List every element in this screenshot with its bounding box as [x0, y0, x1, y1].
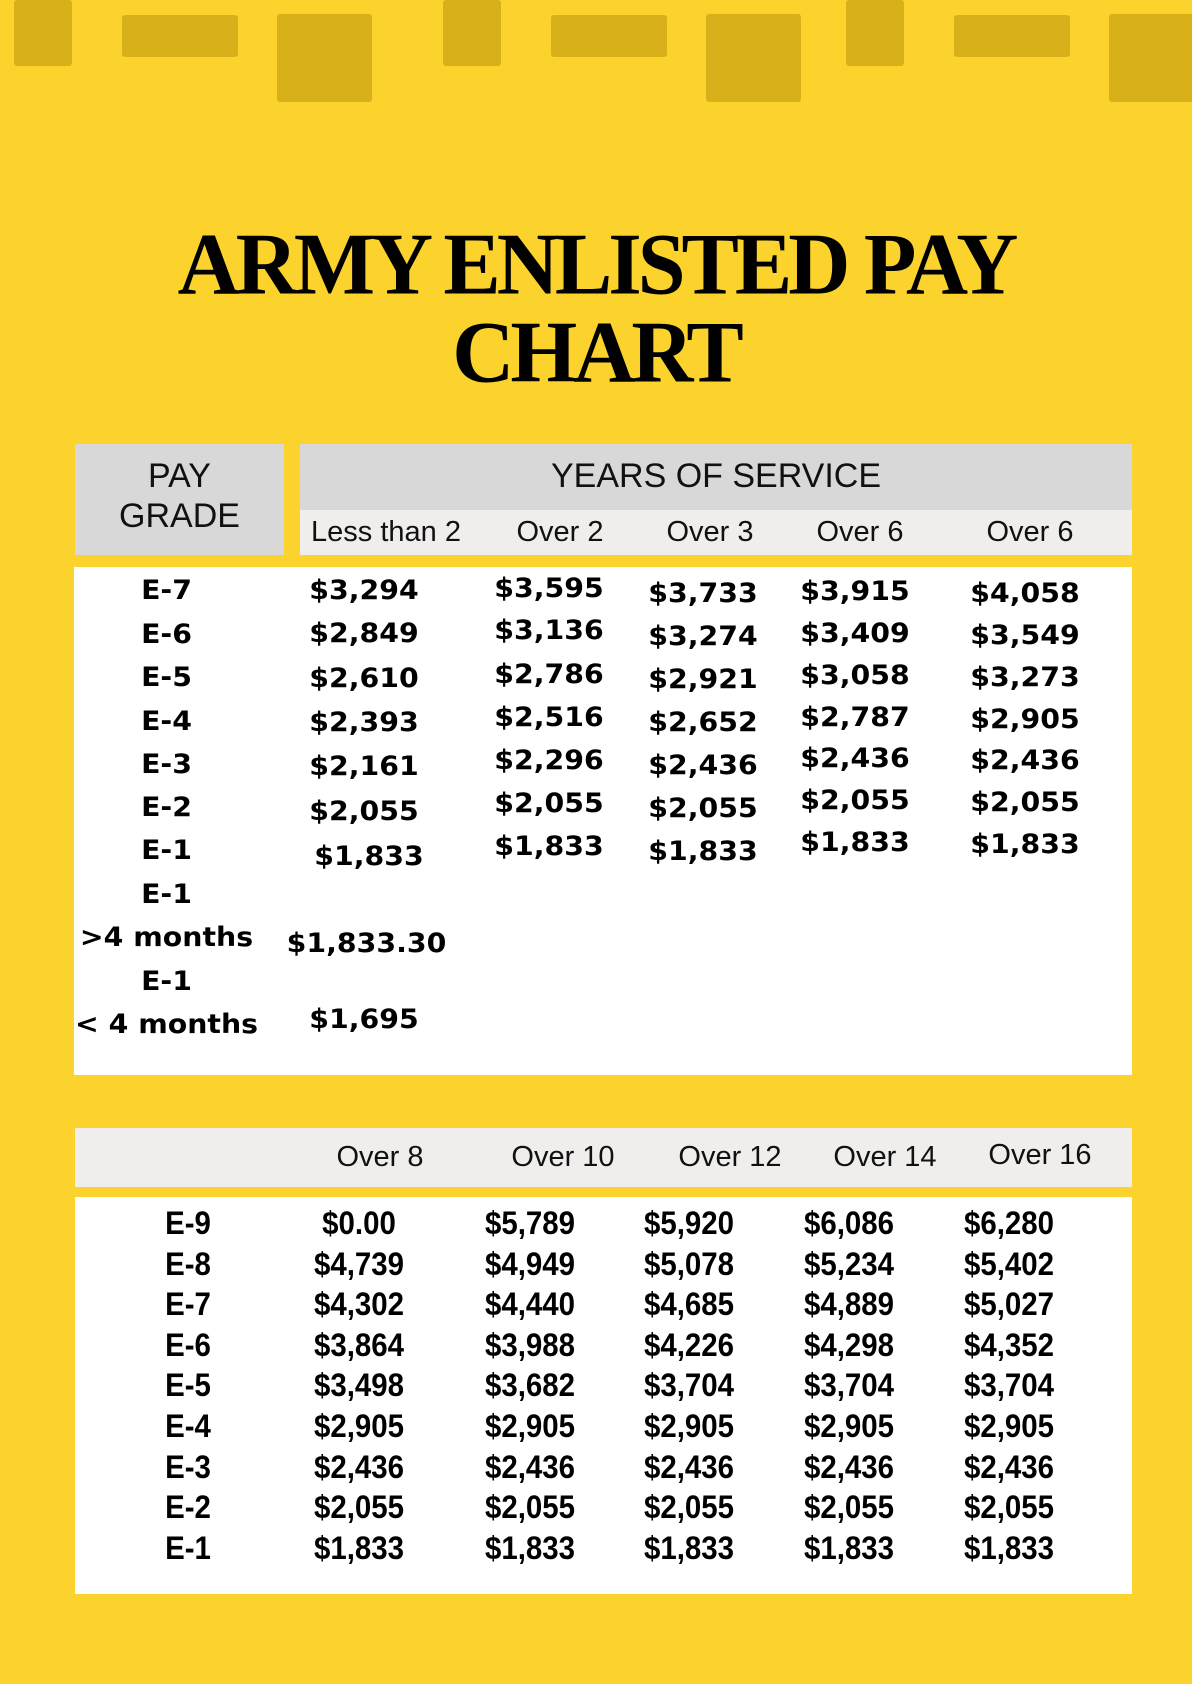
pay-cell: $2,055	[484, 1489, 576, 1526]
pay-cell: $3,704	[643, 1367, 735, 1404]
pay-cell: $1,833	[643, 1529, 735, 1566]
grade-cell: < 4 months	[74, 1009, 259, 1040]
pay-cell: $2,161	[309, 751, 419, 782]
pay-cell: $2,055	[494, 788, 604, 819]
pay-cell: $2,436	[970, 745, 1080, 776]
decorative-block	[1109, 14, 1192, 102]
decorative-block	[14, 0, 72, 66]
table1-body	[74, 567, 1132, 1075]
pay-cell: $2,436	[313, 1448, 405, 1485]
decorative-block	[443, 0, 501, 66]
column-header: Over 6	[986, 516, 1074, 548]
pay-cell: $4,226	[643, 1326, 735, 1363]
pay-cell: $2,905	[313, 1408, 405, 1444]
pay-grade-header	[75, 444, 284, 555]
pay-cell: $5,027	[963, 1286, 1055, 1323]
years-of-service-header	[300, 444, 1132, 510]
column-header: Over 3	[666, 516, 754, 548]
page-title	[0, 215, 1192, 401]
pay-cell: $6,086	[803, 1205, 895, 1241]
pay-cell: $1,833	[313, 1529, 405, 1566]
pay-cell: $4,889	[803, 1286, 895, 1323]
pay-cell: $3,409	[800, 618, 910, 649]
grade-cell: E-1	[141, 966, 192, 997]
grade-cell: E-1	[141, 835, 192, 866]
pay-cell: $0.00	[322, 1205, 396, 1241]
pay-cell: $4,352	[963, 1326, 1055, 1363]
grade-cell: E-5	[165, 1367, 211, 1404]
pay-cell: $1,833	[314, 841, 424, 872]
decorative-block	[846, 0, 904, 66]
column-header: Over 16	[988, 1139, 1092, 1171]
column-header: Over 10	[511, 1141, 615, 1173]
grade-cell: E-8	[165, 1245, 211, 1282]
pay-cell: $1,833	[648, 836, 758, 867]
pay-grade-label-line2: GRADE	[119, 497, 240, 535]
grade-cell: E-5	[141, 662, 192, 693]
pay-cell: $2,905	[963, 1408, 1055, 1444]
pay-cell: $2,055	[648, 793, 758, 824]
grade-cell: E-6	[165, 1326, 211, 1363]
grade-cell: E-1	[165, 1529, 211, 1566]
pay-cell: $2,849	[309, 618, 419, 649]
pay-cell: $3,864	[313, 1326, 405, 1363]
pay-cell: $2,055	[970, 787, 1080, 818]
column-header: Over 2	[516, 516, 604, 548]
pay-cell: $1,833	[800, 827, 910, 858]
title-line-1: ARMY ENLISTED PAY	[177, 215, 1015, 314]
pay-cell: $4,440	[484, 1286, 576, 1323]
pay-cell: $2,905	[970, 704, 1080, 735]
decorative-block	[954, 15, 1070, 57]
decorative-block	[277, 14, 372, 102]
pay-cell: $2,393	[309, 707, 419, 738]
column-header: Over 12	[678, 1141, 782, 1173]
grade-cell: E-7	[141, 575, 192, 606]
pay-cell: $1,833	[494, 831, 604, 862]
pay-cell: $2,436	[963, 1448, 1055, 1485]
pay-cell: $4,298	[803, 1326, 895, 1363]
grade-cell: E-2	[165, 1489, 211, 1526]
pay-cell: $2,436	[803, 1448, 895, 1485]
pay-cell: $2,436	[484, 1448, 576, 1485]
grade-cell: E-3	[165, 1448, 211, 1485]
pay-cell: $4,739	[313, 1245, 405, 1282]
grade-cell: E-2	[141, 792, 192, 823]
decorative-block	[551, 15, 667, 57]
pay-cell: $5,920	[643, 1205, 735, 1241]
pay-cell: $5,078	[643, 1245, 735, 1282]
pay-cell: $2,055	[313, 1489, 405, 1526]
pay-cell: $2,055	[309, 796, 419, 827]
table1-column-headers	[300, 510, 1132, 555]
pay-cell: $2,055	[800, 785, 910, 816]
pay-cell: $2,652	[648, 707, 758, 738]
pay-cell: $3,273	[970, 662, 1080, 693]
pay-cell: $2,905	[484, 1408, 576, 1444]
pay-cell: $3,704	[963, 1367, 1055, 1404]
pay-cell: $1,833	[803, 1529, 895, 1566]
grade-cell: E-3	[141, 749, 192, 780]
pay-cell: $1,833.30	[286, 928, 447, 959]
pay-grade-label-line1: PAY	[148, 457, 211, 495]
pay-cell: $2,296	[494, 745, 604, 776]
pay-cell: $3,595	[494, 573, 604, 604]
pay-cell: $3,294	[309, 575, 419, 606]
pay-cell: $4,058	[970, 578, 1080, 609]
pay-cell: $1,833	[484, 1529, 576, 1566]
pay-cell: $2,055	[643, 1489, 735, 1526]
column-header: Over 14	[833, 1141, 937, 1173]
pay-cell: $2,516	[494, 702, 604, 733]
title-line-2: CHART	[452, 302, 740, 401]
pay-cell: $4,302	[313, 1286, 405, 1323]
pay-cell: $3,498	[313, 1367, 405, 1404]
grade-cell: E-4	[165, 1408, 211, 1444]
grade-cell: E-9	[165, 1205, 211, 1241]
pay-cell: $6,280	[963, 1205, 1055, 1241]
pay-cell: $2,905	[643, 1408, 735, 1444]
pay-cell: $4,949	[484, 1245, 576, 1282]
pay-cell: $3,915	[800, 576, 910, 607]
years-of-service-label: YEARS OF SERVICE	[550, 457, 882, 495]
grade-cell: E-7	[165, 1286, 211, 1323]
pay-cell: $2,787	[800, 702, 910, 733]
pay-cell: $3,988	[484, 1326, 576, 1363]
pay-cell: $2,921	[648, 664, 758, 695]
pay-cell: $3,549	[970, 620, 1080, 651]
decorative-block	[122, 15, 238, 57]
pay-cell: $2,436	[800, 743, 910, 774]
pay-cell: $2,055	[963, 1489, 1055, 1526]
pay-cell: $2,905	[803, 1408, 895, 1444]
pay-cell: $5,789	[484, 1205, 576, 1241]
pay-cell: $2,436	[648, 750, 758, 781]
pay-cell: $1,833	[963, 1529, 1055, 1566]
pay-cell: $1,695	[309, 1004, 419, 1035]
grade-cell: E-1	[141, 879, 192, 910]
column-header: Over 8	[336, 1141, 424, 1173]
pay-cell: $1,833	[970, 829, 1080, 860]
pay-cell: $5,402	[963, 1245, 1055, 1282]
pay-cell: $3,704	[803, 1367, 895, 1404]
pay-cell: $3,733	[648, 578, 758, 609]
pay-cell: $3,136	[494, 615, 604, 646]
pay-cell: $3,058	[800, 660, 910, 691]
column-header: Less than 2	[311, 516, 461, 548]
column-header: Over 6	[816, 516, 904, 548]
pay-cell: $3,682	[484, 1367, 576, 1404]
pay-cell: $2,055	[803, 1489, 895, 1526]
grade-cell: E-4	[141, 706, 192, 737]
pay-cell: $2,786	[494, 659, 604, 690]
grade-cell: E-6	[141, 619, 192, 650]
pay-cell: $5,234	[803, 1245, 895, 1282]
pay-cell: $4,685	[643, 1286, 735, 1323]
grade-cell: >4 months	[79, 922, 254, 953]
pay-cell: $2,436	[643, 1448, 735, 1485]
pay-cell: $2,610	[309, 663, 419, 694]
table2-column-headers	[75, 1128, 1132, 1187]
decorative-block	[706, 14, 801, 102]
pay-cell: $3,274	[648, 621, 758, 652]
